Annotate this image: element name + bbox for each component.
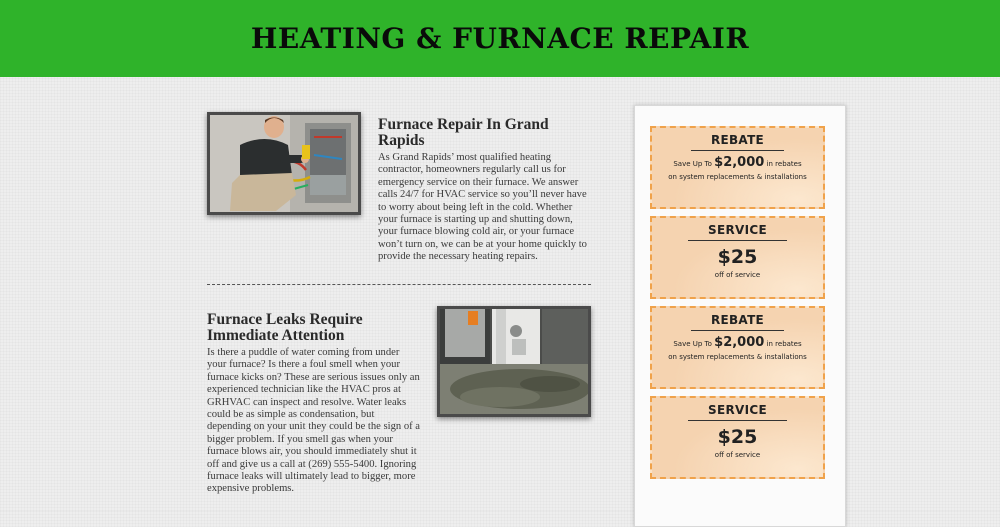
article-body: As Grand Rapids’ most qualified heating contractor, homeowners regularly call us for emergency service on their furnace. We answer calls 24/7 for HVAC service so you’ll never have to worry about being left in the cold. Whether your furnace is starting up and shutting down, your furnace blowing cold air, or your furnace won’t turn on, we can be at your home quickly to provide the necessary heating repairs. <box>378 152 587 263</box>
page-title: HEATING & FURNACE REPAIR <box>250 22 750 55</box>
article-title: Furnace Repair In Grand Rapids <box>378 116 549 149</box>
coupon-details: on system replacements & installations <box>668 173 807 181</box>
coupon-amount: $25 <box>717 426 758 448</box>
furnace-leak-photo <box>437 306 591 417</box>
rebate-coupon[interactable] <box>650 126 825 209</box>
article-body: Is there a puddle of water coming from under your furnace? Is there a foul smell when your furnace kicks on? These are serious issues only an experienced technician like the HVAC pros at GRHVAC can inspect and resolve. Water leaks could be as simple as condensation, but depending on your unit they could be the sign of a bigger problem. If you smell gas when your furnace blows air, you should immediately shut it off and give us a call at (269) 555-5400. Ignoring furnace leaks will ultimately lead to bigger, more expensive problems. <box>207 347 421 495</box>
rebate-coupon[interactable] <box>650 306 825 389</box>
coupon-title: REBATE <box>691 133 784 151</box>
article-furnace-repair <box>378 117 592 264</box>
technician-photo <box>207 112 361 215</box>
coupon-title: SERVICE <box>688 403 787 421</box>
coupon-details: off of service <box>714 271 761 279</box>
coupon-details: off of service <box>714 451 761 459</box>
service-coupon[interactable] <box>650 396 825 479</box>
coupon-offer: Save Up To $2,000 in rebates <box>673 155 802 170</box>
coupon-title: REBATE <box>691 313 784 331</box>
coupon-details: on system replacements & installations <box>668 353 807 361</box>
section-divider <box>207 284 591 285</box>
coupon-offer: Save Up To $2,000 in rebates <box>673 335 802 350</box>
service-coupon[interactable] <box>650 216 825 299</box>
article-title: Furnace Leaks Require Immediate Attention <box>207 311 363 344</box>
article-furnace-leaks <box>207 312 421 496</box>
coupon-title: SERVICE <box>688 223 787 241</box>
coupon-amount: $25 <box>717 246 758 268</box>
page-header <box>0 0 1000 77</box>
